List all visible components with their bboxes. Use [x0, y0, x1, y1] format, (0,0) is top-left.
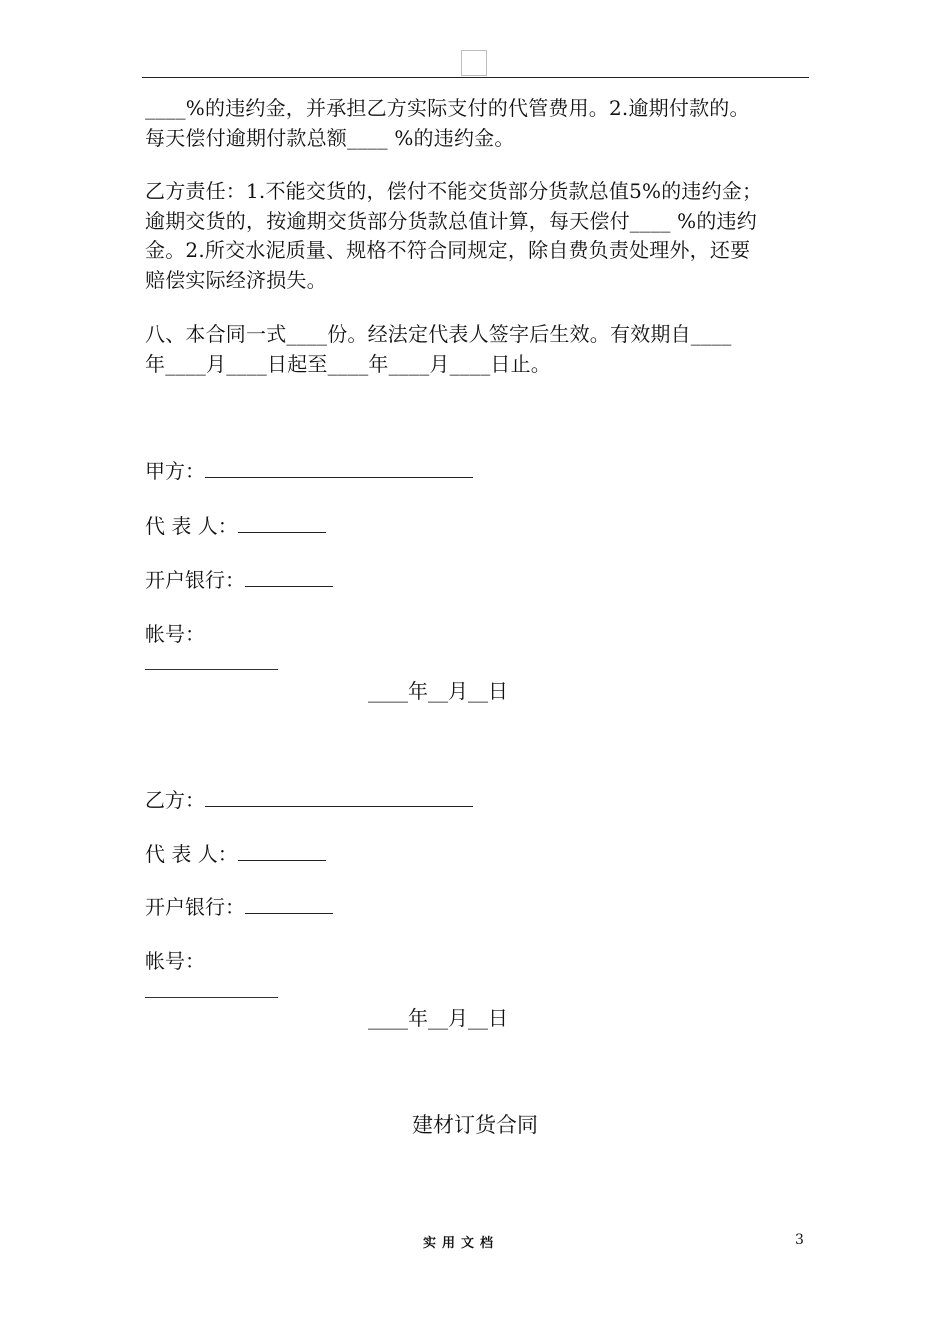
paragraph-line: 每天偿付逾期付款总额____ %的违约金。 — [145, 125, 515, 150]
party-a-account-field — [145, 620, 205, 648]
party-a-bank-field — [145, 566, 333, 594]
party-a-account-label: 帐号： — [145, 622, 205, 646]
paragraph-line: 乙方责任：1.不能交货的，偿付不能交货部分货款总值5%的违约金； — [145, 179, 763, 203]
party-b-field — [145, 786, 473, 814]
paragraph-line: 八、本合同一式____份。经法定代表人签字后生效。有效期自____ — [145, 322, 732, 346]
paragraph-party-b-responsibility — [145, 177, 820, 295]
paragraph-line: 年____月____日起至____年____月____日止。 — [145, 351, 551, 376]
party-a-rep-field — [145, 512, 326, 540]
footer-label: 实用文档 — [422, 1236, 499, 1251]
party-a-date: ____年__月__日 — [368, 679, 508, 703]
header-box — [461, 50, 487, 76]
party-b-rep-label: 代 表 人： — [145, 842, 238, 866]
party-b-blank — [205, 788, 473, 807]
party-b-rep-blank — [238, 842, 326, 861]
paragraph-clause-eight — [145, 320, 820, 379]
party-a-blank — [205, 459, 473, 478]
party-a-label: 甲方： — [145, 459, 205, 483]
paragraph-line: 赔偿实际经济损失。 — [145, 267, 327, 292]
party-a-rep-label: 代 表 人： — [145, 514, 238, 538]
party-b-account-field — [145, 947, 205, 975]
party-b-account-label: 帐号： — [145, 949, 205, 973]
party-b-label: 乙方： — [145, 788, 205, 812]
party-a-field — [145, 457, 473, 485]
party-a-bank-label: 开户银行： — [145, 568, 245, 592]
paragraph-line: 金。2.所交水泥质量、规格不符合同规定，除自费负责处理外，还要 — [145, 238, 751, 262]
party-a-account-blank — [145, 669, 278, 670]
document-title: 建材订货合同 — [412, 1113, 538, 1137]
party-b-bank-blank — [245, 895, 333, 914]
party-b-date: ____年__月__日 — [368, 1006, 508, 1030]
paragraph-line: ____%的违约金，并承担乙方实际支付的代管费用。2.逾期付款的。 — [145, 96, 750, 120]
party-b-account-blank — [145, 997, 278, 998]
party-b-bank-label: 开户银行： — [145, 895, 245, 919]
paragraph-line: 逾期交货的，按逾期交货部分货款总值计算，每天偿付____ %的违约 — [145, 208, 757, 233]
header-rule — [142, 77, 809, 78]
party-b-rep-field — [145, 840, 326, 868]
page-number: 3 — [795, 1232, 804, 1248]
party-b-bank-field — [145, 893, 333, 921]
party-a-bank-blank — [245, 568, 333, 587]
paragraph-penalty-party-a — [145, 94, 820, 153]
party-a-rep-blank — [238, 514, 326, 533]
